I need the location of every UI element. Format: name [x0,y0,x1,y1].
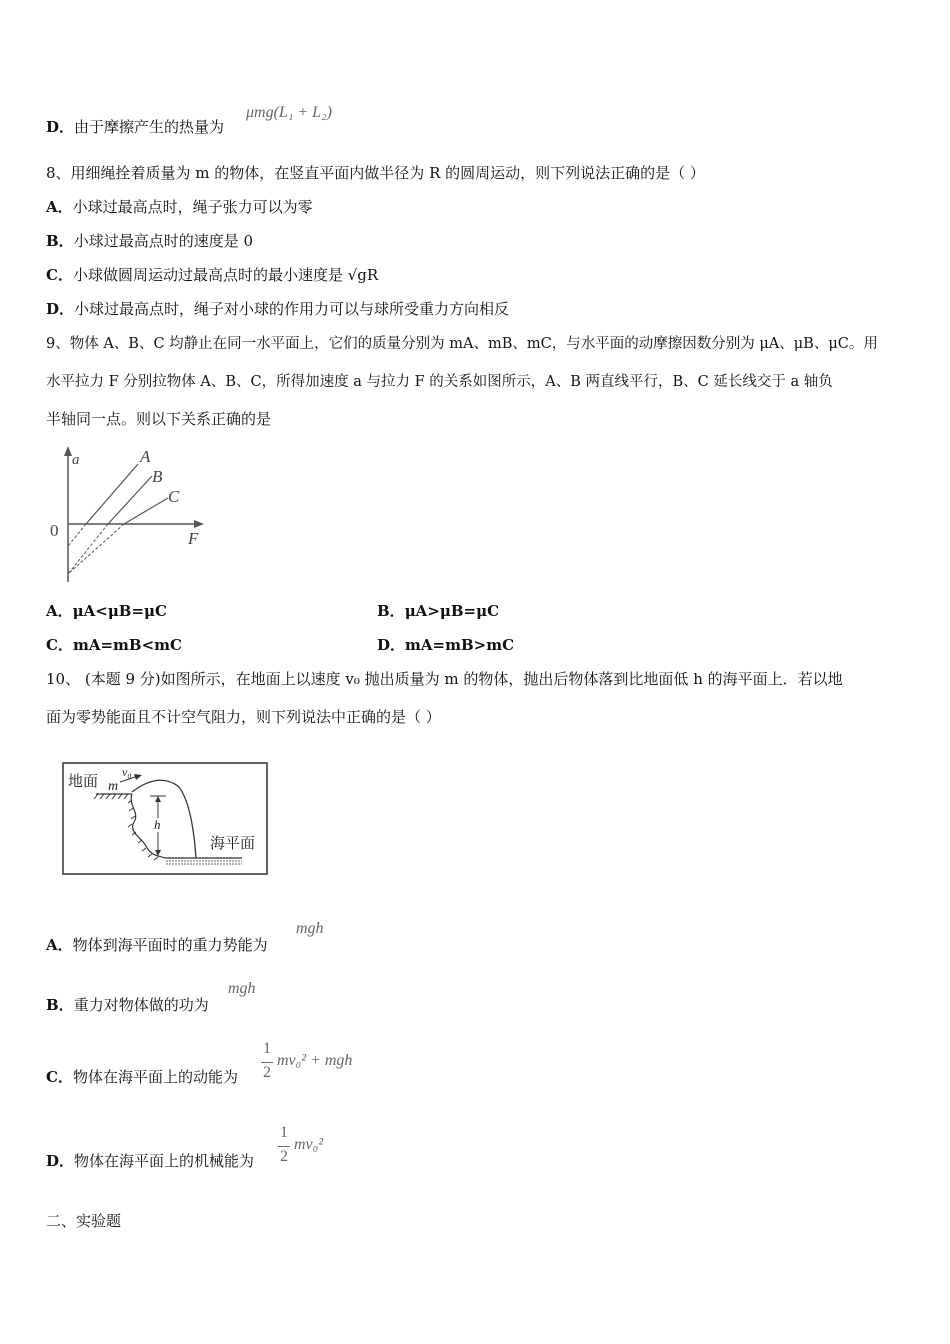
q8-stem: 8、用细绳拴着质量为 m 的物体，在竖直平面内做半径为 R 的圆周运动，则下列说法正确的是（ ） [46,164,705,182]
x-axis-label: F [188,529,199,548]
option-label: C． [46,1068,73,1086]
q10-option-a [46,934,268,955]
q10-d-formula: mv₀² [294,1136,324,1153]
line-c [124,498,168,524]
option-label: A． [46,602,73,620]
y-axis-arrow-icon [64,446,72,456]
q9-stem-line3: 半轴同一点。则以下关系正确的是 [46,410,272,428]
q10-d-fraction-bar [278,1146,290,1147]
option-text: 物体在海平面上的机械能为 [74,1152,255,1170]
option-label: C． [46,636,73,654]
option-text: μA<μB=μC [72,602,167,620]
q10-c-fraction-bar [261,1062,273,1063]
q9-option-a [46,600,167,621]
line-b-extension [68,524,108,574]
ground-label: 地面 [68,774,99,790]
option-label: B． [46,232,74,250]
option-text: mA=mB>mC [405,636,515,654]
q10-option-d [46,1150,254,1171]
q8-option-c [46,264,378,285]
q8-option-b [46,230,253,251]
option-label: B． [377,602,405,620]
line-b [108,476,152,524]
q7-option-d [46,116,224,137]
option-label: A． [46,936,73,954]
q10-a-formula: mgh [296,920,324,937]
option-label: D． [46,118,75,136]
q9-option-d [377,634,514,655]
line-c-label: C [168,487,180,506]
line-c-extension [68,524,124,574]
option-label: A． [46,198,73,216]
q10-option-c [46,1066,238,1087]
mass-label: m [108,779,119,794]
q9-stem-line1: 9、物体 A、B、C 均静止在同一水平面上，它们的质量分别为 mA、mB、mC，与水平面的动摩擦因数分别为 μA、μB、μC。用 [46,336,878,352]
q10-c-formula: mv₀² + mgh [277,1052,353,1069]
line-a-label: A [140,447,151,466]
option-label: C． [46,266,73,284]
option-text: 物体在海平面上的动能为 [72,1068,238,1086]
option-text: 小球过最高点时，绳子张力可以为零 [72,198,313,216]
sea-label: 海平面 [210,836,256,852]
q9-option-b [377,600,499,621]
option-label: B． [46,996,74,1014]
option-text: 小球过最高点时，绳子对小球的作用力可以与球所受重力方向相反 [74,300,510,318]
q10-c-denominator: 2 [263,1064,271,1081]
q10-stem-line2: 面为零势能面且不计空气阻力，则下列说法中正确的是（ ） [46,708,441,726]
option-text: 物体到海平面时的重力势能为 [72,936,268,954]
line-b-label: B [152,467,163,486]
option-text: 小球过最高点时的速度是 0 [73,232,254,250]
q10-c-numerator: 1 [263,1040,271,1057]
option-text: mA=mB<mC [72,636,182,654]
y-axis-label: a [72,452,80,468]
option-text: 小球做圆周运动过最高点时的最小速度是 √gR [72,266,379,284]
option-label: D． [46,300,75,318]
line-a-extension [68,524,86,546]
section-title: 二、实验题 [46,1212,122,1230]
q10-d-denominator: 2 [280,1148,288,1165]
option-text: 由于摩擦产生的热量为 [74,118,225,136]
q10-b-formula: mgh [228,980,256,997]
q10-figure [62,762,270,876]
q10-d-numerator: 1 [280,1124,288,1141]
q7-d-formula: μmg(L₁ + L₂) [246,104,332,121]
q9-option-c [46,634,182,655]
q8-option-a [46,196,313,217]
option-text: 重力对物体做的功为 [73,996,209,1014]
q10-option-b [46,994,209,1015]
origin-label: 0 [50,521,59,540]
q9-graph [40,440,220,590]
option-text: μA>μB=μC [404,602,500,620]
q8-option-d [46,298,509,319]
height-label: h [154,817,161,832]
option-label: D． [46,1152,75,1170]
q10-stem-line1: 10、 (本题 9 分)如图所示，在地面上以速度 v₀ 抛出质量为 m 的物体，抛出后物体落到比地面低 h 的海平面上．若以地 [46,670,843,688]
line-a [86,464,138,524]
x-axis-arrow-icon [194,520,204,528]
velocity-label: v₀ [122,765,132,779]
q9-stem-line2: 水平拉力 F 分别拉物体 A、B、C，所得加速度 a 与拉力 F 的关系如图所示，A、B 两直线平行，B、C 延长线交于 a 轴负 [46,374,833,390]
option-label: D． [377,636,406,654]
